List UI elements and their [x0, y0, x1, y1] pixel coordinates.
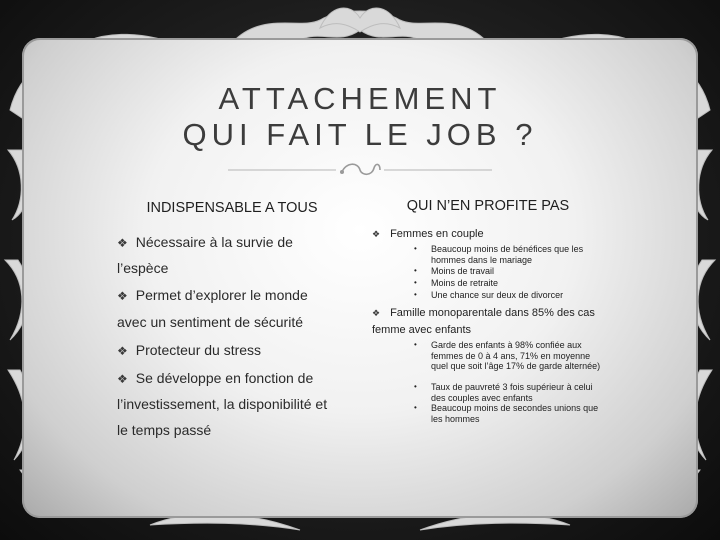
diamond-ornament-icon: ❖	[117, 344, 128, 358]
left-line: Se développe en fonction de	[135, 370, 314, 386]
right-subitem: Beaucoup moins de bénéfices que les hommes dans le mariage	[431, 244, 584, 265]
bullet-dot-icon: •	[414, 278, 417, 287]
left-line: l’investissement, la disponibilité et	[117, 396, 328, 412]
right-subitem: Moins de travail	[431, 266, 495, 276]
diamond-ornament-icon: ❖	[117, 289, 128, 303]
right-heading: QUI N’EN PROFITE PAS	[406, 198, 570, 214]
bullet-dot-icon: •	[414, 382, 417, 391]
right-item: Famille monoparentale dans 85% des cas	[390, 307, 595, 319]
right-subitem: Taux de pauvreté 3 fois supérieur à celui des couples avec enfants	[431, 382, 593, 403]
left-line: Protecteur du stress	[135, 342, 262, 358]
right-subitem: Une chance sur deux de divorcer	[431, 290, 564, 300]
left-line: l’espèce	[117, 260, 169, 276]
diamond-ornament-icon: ❖	[372, 229, 381, 239]
left-line: le temps passé	[117, 422, 212, 438]
right-item: Femmes en couple	[390, 228, 484, 240]
slide-title-line2: QUI FAIT LE JOB ?	[182, 117, 538, 152]
right-subitem: Beaucoup moins de secondes unions que les hommes	[431, 403, 599, 424]
bullet-dot-icon: •	[414, 266, 417, 275]
diamond-ornament-icon: ❖	[372, 308, 381, 318]
diamond-ornament-icon: ❖	[117, 236, 128, 250]
diamond-ornament-icon: ❖	[117, 372, 128, 386]
right-subitem: Moins de retraite	[431, 278, 499, 288]
bullet-dot-icon: •	[414, 290, 417, 299]
left-line: Permet d’explorer le monde	[135, 287, 308, 303]
bullet-dot-icon: •	[414, 403, 417, 412]
left-line: avec un sentiment de sécurité	[117, 314, 303, 330]
scroll-flourish-icon	[228, 160, 492, 180]
left-line: Nécessaire à la survie de	[135, 234, 293, 250]
bullet-dot-icon: •	[414, 244, 417, 253]
slide-title-line1: ATTACHEMENT	[218, 81, 502, 116]
bullet-dot-icon: •	[414, 340, 417, 349]
right-subitem: Garde des enfants à 98% confiée aux femmes de 0 à 4 ans, 71% en moyenne quel que soit l’âge 17% de garde alternée)	[431, 340, 601, 371]
right-item-continued: femme avec enfants	[372, 324, 472, 336]
left-heading: INDISPENSABLE A TOUS	[146, 200, 318, 216]
